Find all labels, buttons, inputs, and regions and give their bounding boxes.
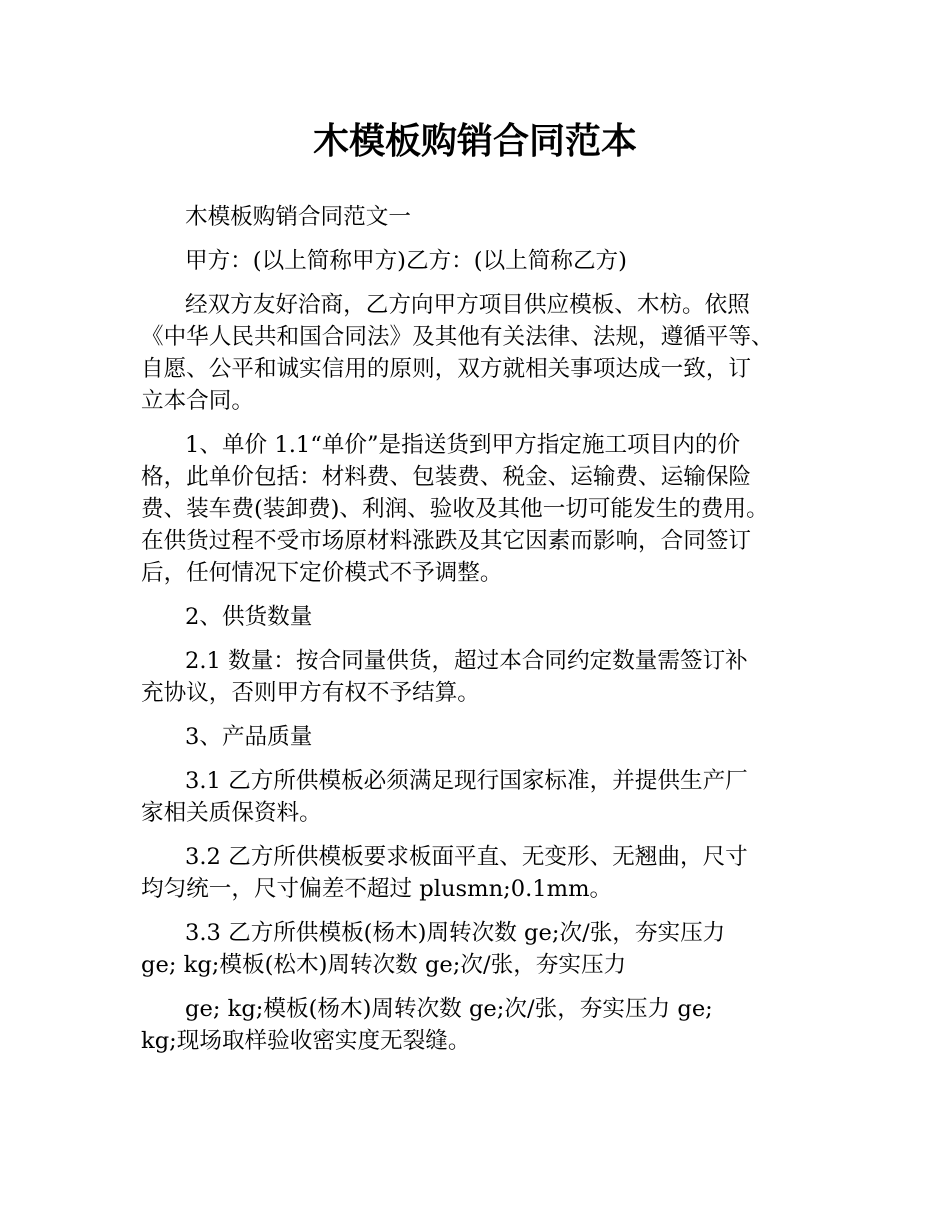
- paragraph-line: 经双方友好洽商，乙方向甲方项目供应模板、木枋。依照: [185, 292, 750, 318]
- paragraph-line: 甲方：(以上简称甲方)乙方：(以上简称乙方): [185, 248, 627, 274]
- paragraph-line: 充协议，否则甲方有权不予结算。: [141, 680, 480, 706]
- paragraph-line: ge; kg;模板(松木)周转次数 ge;次/张，夯实压力: [141, 952, 627, 978]
- paragraph-line: 3、产品质量: [185, 724, 313, 750]
- paragraph: [141, 201, 841, 233]
- document-title: 木模板购销合同范本: [312, 121, 637, 162]
- paragraph-line: 费、装车费(装卸费)、利润、验收及其他一切可能发生的费用。: [141, 496, 769, 522]
- paragraph: [141, 721, 841, 753]
- paragraph-line: 均匀统一，尺寸偏差不超过 plusmn;0.1mm。: [141, 876, 613, 902]
- paragraph-line: kg;现场取样验收密实度无裂缝。: [141, 1028, 471, 1054]
- paragraph: [141, 289, 841, 417]
- paragraph-line: 自愿、公平和诚实信用的原则，双方就相关事项达成一致，订: [141, 356, 752, 382]
- paragraph-line: 立本合同。: [141, 388, 254, 414]
- paragraph-line: 2、供货数量: [185, 604, 313, 630]
- paragraph: [141, 645, 841, 709]
- paragraph-line: 3.1 乙方所供模板必须满足现行国家标准，并提供生产厂: [185, 768, 748, 794]
- paragraph-line: 3.2 乙方所供模板要求板面平直、无变形、无翘曲，尺寸: [185, 844, 748, 870]
- paragraph: [141, 245, 841, 277]
- paragraph-line: 木模板购销合同范文一: [185, 204, 411, 230]
- paragraph: [141, 993, 841, 1057]
- document-body: [141, 201, 841, 1069]
- paragraph: [141, 917, 841, 981]
- paragraph: [141, 601, 841, 633]
- paragraph-line: 《中华人民共和国合同法》及其他有关法律、法规，遵循平等、: [141, 324, 774, 350]
- paragraph-line: 家相关质保资料。: [141, 800, 322, 826]
- paragraph-line: 1、单价 1.1“单价”是指送货到甲方指定施工项目内的价: [185, 432, 741, 458]
- paragraph-line: 2.1 数量：按合同量供货，超过本合同约定数量需签订补: [185, 648, 748, 674]
- paragraph-line: ge; kg;模板(杨木)周转次数 ge;次/张，夯实压力 ge;: [185, 996, 713, 1022]
- paragraph: [141, 429, 841, 589]
- paragraph: [141, 765, 841, 829]
- paragraph: [141, 841, 841, 905]
- paragraph-line: 格，此单价包括：材料费、包装费、税金、运输费、运输保险: [141, 464, 752, 490]
- paragraph-line: 后，任何情况下定价模式不予调整。: [141, 560, 503, 586]
- paragraph-line: 在供货过程不受市场原材料涨跌及其它因素而影响，合同签订: [141, 528, 752, 554]
- paragraph-line: 3.3 乙方所供模板(杨木)周转次数 ge;次/张，夯实压力: [185, 920, 726, 946]
